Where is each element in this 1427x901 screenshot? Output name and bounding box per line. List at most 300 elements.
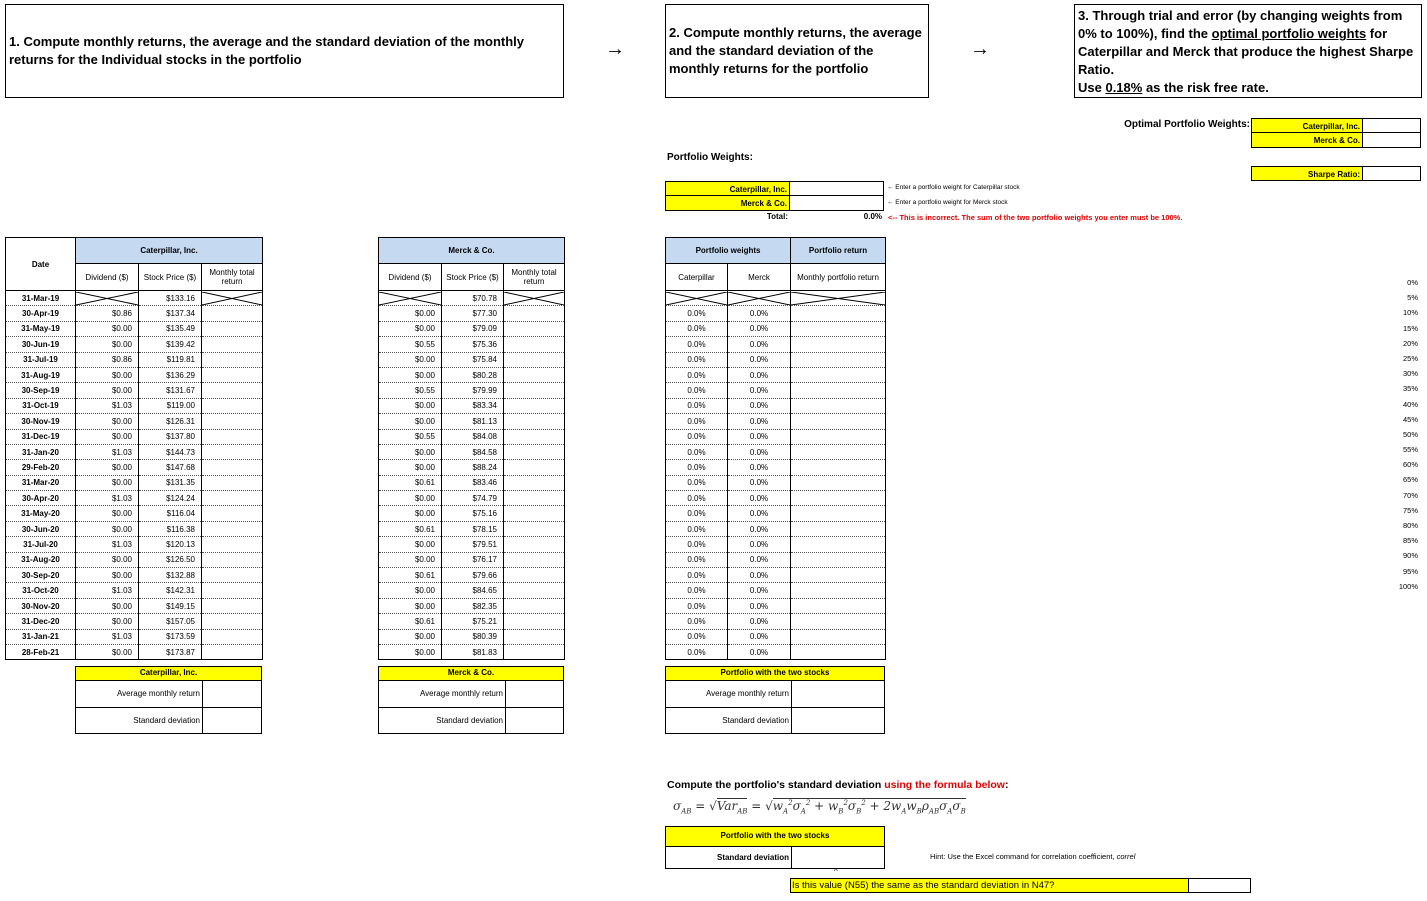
table-row [6,444,263,459]
table-row [6,644,263,659]
cat-monthly-input[interactable] [202,491,263,506]
cat-monthly-input[interactable] [202,475,263,490]
merck-monthly-input[interactable] [504,614,565,629]
merck-monthly-input[interactable] [504,460,565,475]
cat-dividend-cell: $0.00 [76,337,139,352]
merck-dividend-cell: $0.00 [379,552,442,567]
equals: = [691,799,710,813]
cat-dividend-cell: $0.00 [76,383,139,398]
cat-price-cell: $131.67 [139,383,202,398]
date-cell: 31-Mar-20 [6,475,76,490]
pw-cat-cell: 0.0% [666,598,728,613]
plus: + [865,799,884,813]
portfolio-return-input[interactable] [791,598,886,613]
table-row [666,598,886,613]
portfolio-return-input[interactable] [791,521,886,536]
table-row [379,521,565,536]
merck-monthly-input[interactable] [504,444,565,459]
note-cat: ← Enter a portfolio weight for Caterpillar stock [887,184,1020,191]
merck-price-cell: $81.13 [442,414,504,429]
pw-merck-cell: 0.0% [728,491,791,506]
sub-b: B [838,807,844,816]
pw-merck-cell: 0.0% [728,614,791,629]
table-row [379,414,565,429]
date-cell: 30-Nov-20 [6,598,76,613]
cross-mark-icon [76,292,138,305]
date-cell: 30-Nov-19 [6,414,76,429]
cat-monthly-input[interactable] [202,614,263,629]
portfolio-return-input[interactable] [791,537,886,552]
portfolio-return-input[interactable] [791,352,886,367]
question-answer-input[interactable] [1189,878,1251,893]
merck-price-cell: $80.28 [442,367,504,382]
merck-monthly-header: Monthly total return [504,264,565,291]
sigma-symbol: σ [847,799,857,813]
portfolio-return-input[interactable] [791,644,886,659]
cat-monthly-input[interactable] [202,321,263,336]
cat-monthly-input[interactable] [202,598,263,613]
sup-2: 2 [843,799,848,807]
table-row [6,352,263,367]
cat-price-cell: $131.35 [139,475,202,490]
table-row [6,306,263,321]
table-row [379,321,565,336]
merck-price-cell: $79.99 [442,383,504,398]
date-cell: 31-Oct-20 [6,583,76,598]
pw-merck-cell: 0.0% [728,367,791,382]
merck-monthly-input[interactable] [504,583,565,598]
portfolio-return-input[interactable] [791,475,886,490]
pw-merck-cell: 0.0% [728,506,791,521]
cat-monthly-input[interactable] [202,568,263,583]
portfolio-weights-title: Portfolio Weights: [667,152,753,163]
portfolio-summary [665,666,885,734]
pw-merck-cell: 0.0% [728,475,791,490]
pw-merck-cell: 0.0% [728,537,791,552]
table-row [666,414,886,429]
portfolio-return-input[interactable] [791,491,886,506]
portfolio-return-input[interactable] [791,568,886,583]
step-2-text: 2. Compute monthly returns, the average and the standard deviation of the monthly returns for the portfolio [669,25,922,76]
optimal-merck-input[interactable] [1363,133,1421,148]
merck-header: Merck & Co. [379,238,565,264]
table-row [379,352,565,367]
merck-monthly-input[interactable] [504,629,565,644]
table-row [666,521,886,536]
portfolio-return-input[interactable] [791,583,886,598]
table-row [666,491,886,506]
merck-monthly-input[interactable] [504,537,565,552]
cat-price-cell: $142.31 [139,583,202,598]
cat-price-cell: $119.81 [139,352,202,367]
merck-price-cell: $74.79 [442,491,504,506]
portfolio-table [665,237,886,660]
cat-summary [75,666,262,734]
portfolio-return-input[interactable] [791,337,886,352]
portfolio-return-input[interactable] [791,414,886,429]
formula-sd-input[interactable] [791,847,884,868]
cat-monthly-input[interactable] [202,644,263,659]
cat-monthly-input[interactable] [202,352,263,367]
percent-scale-item: 85% [1402,536,1418,546]
formula-sd-box [665,826,885,869]
cat-price-cell: $135.49 [139,321,202,336]
plus: + [810,799,828,813]
cat-monthly-header: Monthly total return [202,264,263,291]
date-cell: 30-Sep-19 [6,383,76,398]
merck-monthly-input[interactable] [504,521,565,536]
cat-price-cell: $120.13 [139,537,202,552]
merck-monthly-input[interactable] [504,352,565,367]
portfolio-return-input[interactable] [791,506,886,521]
cat-dividend-cell: $1.03 [76,629,139,644]
merck-dividend-cell: $0.55 [379,429,442,444]
portfolio-return-input[interactable] [791,383,886,398]
date-cell: 30-Jun-19 [6,337,76,352]
table-row [379,429,565,444]
pw-cat-cell: 0.0% [666,521,728,536]
cat-monthly-input[interactable] [202,367,263,382]
pw-cat-cell: 0.0% [666,552,728,567]
portfolio-return-input[interactable] [791,398,886,413]
merck-price-cell: $75.36 [442,337,504,352]
portfolio-return-input[interactable] [791,614,886,629]
merck-dividend-cell: $0.00 [379,321,442,336]
table-row [6,291,263,306]
cat-price-cell: $119.00 [139,398,202,413]
table-row [6,367,263,382]
cat-price-header: Stock Price ($) [139,264,202,291]
cat-dividend-cell: $0.00 [76,598,139,613]
pw-cat-cell: 0.0% [666,306,728,321]
table-row [666,537,886,552]
merck-monthly-input[interactable] [504,306,565,321]
pw-merck-cell: 0.0% [728,460,791,475]
formula-heading-end: : [1004,779,1009,791]
cat-dividend-cell: $0.00 [76,506,139,521]
cat-price-cell: $157.05 [139,614,202,629]
table-row [666,644,886,659]
merck-sd-input[interactable] [505,708,563,733]
sup-2: 2 [788,799,793,807]
cat-dividend-cell: $0.00 [76,321,139,336]
pw-merck-cell: 0.0% [728,629,791,644]
cross-cell [504,291,565,306]
merck-avg-input[interactable] [505,681,563,707]
table-row [6,614,263,629]
merck-monthly-input[interactable] [504,552,565,567]
sharpe-ratio-input[interactable] [1363,166,1421,181]
question-label: Is this value (N55) the same as the standard deviation in N47? [790,878,1189,893]
cat-price-cell: $137.34 [139,306,202,321]
merck-dividend-cell: $0.00 [379,460,442,475]
cat-monthly-input[interactable] [202,383,263,398]
two-w: 2w [883,799,902,813]
portfolio-return-input[interactable] [791,429,886,444]
portfolio-avg-input[interactable] [791,681,884,707]
merck-monthly-input[interactable] [504,414,565,429]
cat-monthly-input[interactable] [202,537,263,552]
percent-scale-item: 65% [1402,475,1418,485]
cat-price-cell: $173.59 [139,629,202,644]
portfolio-avg-label: Average monthly return [705,689,789,698]
percent-scale-item: 0% [1407,278,1418,287]
date-cell: 31-Jul-20 [6,537,76,552]
cat-monthly-input[interactable] [202,552,263,567]
pw-merck-cell: 0.0% [728,429,791,444]
pw-cat-cell: 0.0% [666,398,728,413]
pw-merck-cell: 0.0% [728,352,791,367]
date-cell: 30-Apr-19 [6,306,76,321]
cat-monthly-input[interactable] [202,398,263,413]
cat-monthly-input[interactable] [202,306,263,321]
cat-monthly-input[interactable] [202,460,263,475]
table-row [666,583,886,598]
cat-monthly-input[interactable] [202,583,263,598]
date-cell: 29-Feb-20 [6,460,76,475]
merck-dividend-cell: $0.00 [379,644,442,659]
pw-merck-cell: 0.0% [728,583,791,598]
merck-price-cell: $83.34 [442,398,504,413]
percent-scale-item: 75% [1402,505,1418,515]
merck-price-cell: $75.84 [442,352,504,367]
merck-dividend-cell: $0.00 [379,583,442,598]
table-row [379,552,565,567]
cat-monthly-input[interactable] [202,506,263,521]
cat-dividend-cell: $0.00 [76,552,139,567]
step-2-box [665,4,929,98]
table-row [379,506,565,521]
table-row [379,337,565,352]
merck-price-cell: $75.21 [442,614,504,629]
portfolio-return-input[interactable] [791,306,886,321]
cat-sd-input[interactable] [202,708,261,733]
pw-cat-cell: 0.0% [666,414,728,429]
merck-monthly-input[interactable] [504,644,565,659]
cat-price-cell: $126.50 [139,552,202,567]
cat-monthly-input[interactable] [202,337,263,352]
w-symbol: w [906,799,917,813]
weight-cat-label: Caterpillar, Inc. [665,181,790,196]
weight-merck-input[interactable] [790,196,884,211]
w-symbol: w [772,799,784,813]
date-cell: 31-Aug-19 [6,367,76,382]
percent-scale-item: 95% [1402,566,1418,576]
portfolio-return-input[interactable] [791,629,886,644]
table-row [379,291,565,306]
cross-cell [728,291,791,306]
cat-monthly-input[interactable] [202,521,263,536]
formula-heading-red: using the formula below [884,779,1005,791]
table-row [666,629,886,644]
table-row [6,583,263,598]
cat-avg-input[interactable] [202,681,261,707]
pw-cat-cell: 0.0% [666,444,728,459]
table-row [6,552,263,567]
table-row [6,629,263,644]
caret-mark: ^ [834,867,838,876]
cat-avg-label: Average monthly return [116,689,200,698]
merck-dividend-cell: $0.55 [379,383,442,398]
table-row [666,614,886,629]
percent-scale-item: 25% [1402,353,1418,363]
merck-monthly-input[interactable] [504,398,565,413]
merck-monthly-input[interactable] [504,429,565,444]
merck-monthly-input[interactable] [504,475,565,490]
merck-price-cell: $70.78 [442,291,504,306]
cat-price-cell: $173.87 [139,644,202,659]
cat-dividend-cell: $0.00 [76,414,139,429]
portfolio-return-input[interactable] [791,444,886,459]
cat-dividend-cell: $0.00 [76,614,139,629]
merck-price-cell: $83.46 [442,475,504,490]
percent-scale-item: 35% [1402,384,1418,394]
table-row [6,598,263,613]
cat-price-cell: $116.38 [139,521,202,536]
sigma-symbol: σ [792,799,801,813]
merck-dividend-cell: $0.00 [379,444,442,459]
table-row [6,491,263,506]
merck-summary-title: Merck & Co. [378,666,564,681]
pw-merck-cell: 0.0% [728,383,791,398]
pw-cat-cell: 0.0% [666,537,728,552]
table-row [666,429,886,444]
date-header: Date [6,238,76,291]
date-cell: 31-May-20 [6,506,76,521]
table-row [379,398,565,413]
cat-dividend-cell: $1.03 [76,491,139,506]
sub-b: B [856,807,862,816]
hint-fn: correl [1116,852,1136,861]
pw-cat-cell: 0.0% [666,383,728,398]
cat-monthly-input[interactable] [202,444,263,459]
merck-monthly-input[interactable] [504,337,565,352]
portfolio-return-input[interactable] [791,321,886,336]
table-row [6,414,263,429]
step-1-text: 1. Compute monthly returns, the average and the standard deviation of the monthly returns for the Individual stocks in the portfolio [9,34,525,67]
merck-dividend-cell: $0.00 [379,414,442,429]
date-cell: 31-Jan-20 [6,444,76,459]
hint-text [930,852,1135,861]
cross-mark-icon [202,292,262,305]
merck-price-cell: $88.24 [442,460,504,475]
cat-price-cell: $116.04 [139,506,202,521]
table-row [379,644,565,659]
merck-dividend-cell: $0.00 [379,352,442,367]
pw-cat-header: Caterpillar [666,264,728,291]
cat-monthly-input[interactable] [202,414,263,429]
optimal-merck-label: Merck & Co. [1251,133,1363,148]
table-row [666,291,886,306]
merck-dividend-cell: $0.00 [379,367,442,382]
merck-price-cell: $81.83 [442,644,504,659]
optimal-cat-label: Caterpillar, Inc. [1251,118,1363,133]
merck-monthly-input[interactable] [504,598,565,613]
merck-monthly-input[interactable] [504,568,565,583]
merck-price-cell: $79.09 [442,321,504,336]
cat-dividend-cell: $1.03 [76,537,139,552]
date-cell: 31-May-19 [6,321,76,336]
merck-price-cell: $82.35 [442,598,504,613]
date-cell: 31-Dec-19 [6,429,76,444]
pw-merck-cell: 0.0% [728,444,791,459]
portfolio-weights-header: Portfolio weights [666,238,791,264]
cat-price-cell: $149.15 [139,598,202,613]
pr-monthly-header: Monthly portfolio return [791,264,886,291]
portfolio-return-input[interactable] [791,460,886,475]
merck-monthly-input[interactable] [504,367,565,382]
pw-cat-cell: 0.0% [666,644,728,659]
table-row [666,552,886,567]
table-row [6,521,263,536]
merck-monthly-input[interactable] [504,321,565,336]
pw-merck-cell: 0.0% [728,306,791,321]
date-cell: 31-Aug-20 [6,552,76,567]
cat-price-cell: $136.29 [139,367,202,382]
table-row [379,306,565,321]
step-3-text-d: as the risk free rate. [1142,80,1269,95]
sigma-symbol: σ [673,799,682,813]
weight-total-value: 0.0% [863,212,882,221]
pw-cat-cell: 0.0% [666,460,728,475]
table-row [379,583,565,598]
merck-price-cell: $78.15 [442,521,504,536]
optimal-cat-input[interactable] [1363,118,1421,133]
cat-sd-label: Standard deviation [133,716,200,725]
cross-mark-icon [504,292,564,305]
cross-cell [76,291,139,306]
pw-cat-cell: 0.0% [666,614,728,629]
merck-price-cell: $84.08 [442,429,504,444]
cat-dividend-cell: $0.86 [76,306,139,321]
percent-scale [1380,278,1418,597]
table-row [379,537,565,552]
table-row [379,444,565,459]
var-symbol: Var [716,799,738,813]
portfolio-sd-input[interactable] [791,708,884,733]
pw-cat-cell: 0.0% [666,568,728,583]
date-cell: 30-Sep-20 [6,568,76,583]
cat-dividend-cell: $0.86 [76,352,139,367]
pw-merck-cell: 0.0% [728,568,791,583]
merck-monthly-input[interactable] [504,491,565,506]
cat-dividend-cell: $1.03 [76,398,139,413]
step-1-box [5,4,564,98]
date-cell: 31-Oct-19 [6,398,76,413]
cat-monthly-input[interactable] [202,429,263,444]
cat-price-cell: $126.31 [139,414,202,429]
merck-monthly-input[interactable] [504,383,565,398]
table-row [666,367,886,382]
cat-monthly-input[interactable] [202,629,263,644]
table-row [6,568,263,583]
merck-dividend-cell: $0.55 [379,337,442,352]
table-row [666,506,886,521]
formula: $\sigma_{AB} = √Var_{AB} = √w_A^2\sigma_A^2 + w_B^2\sigma_B^2 + 2w_Aw_B\rho_{AB}\sigma_A\sigma_B$ [673,799,966,816]
portfolio-return-input[interactable] [791,552,886,567]
pw-merck-cell: 0.0% [728,398,791,413]
table-row [666,352,886,367]
step-3-box [1074,4,1422,98]
weight-cat-input[interactable] [790,181,884,196]
portfolio-return-input[interactable] [791,367,886,382]
sub-a: A [783,807,789,816]
table-row [6,506,263,521]
merck-dividend-cell: $0.61 [379,521,442,536]
merck-monthly-input[interactable] [504,506,565,521]
table-row [666,460,886,475]
date-cell: 28-Feb-21 [6,644,76,659]
